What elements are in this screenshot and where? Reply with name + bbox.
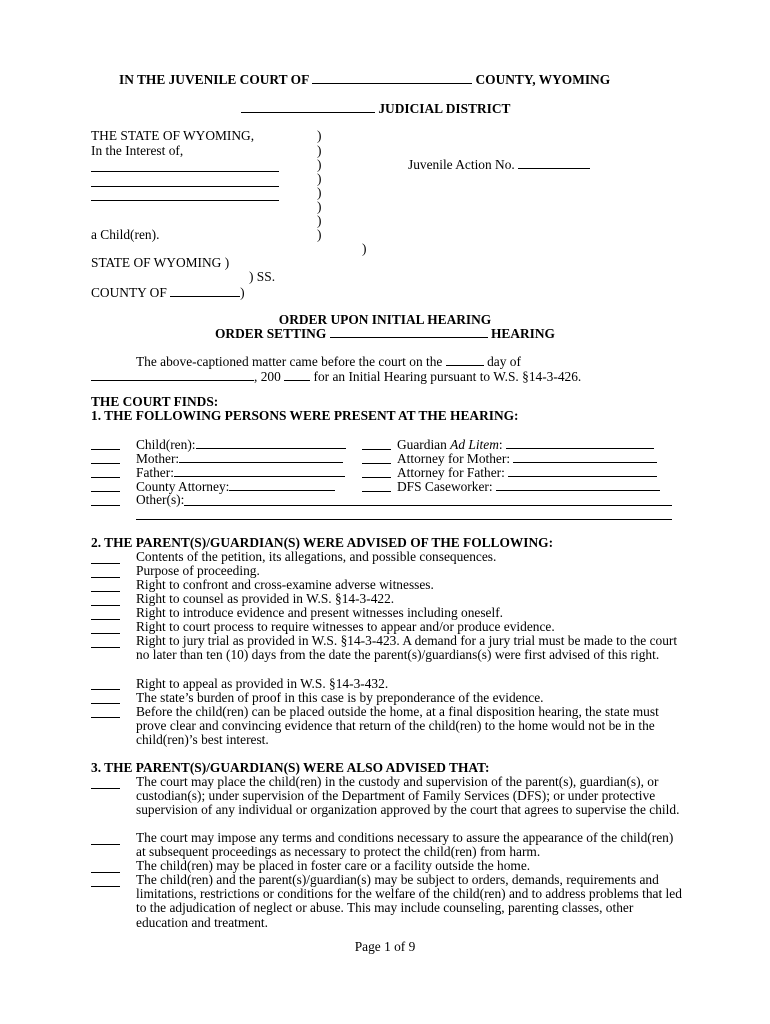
person-label-colon: : <box>498 437 503 452</box>
checkbox-line[interactable] <box>362 491 391 492</box>
intro-text-3: , 200 <box>254 369 281 384</box>
venue-state-label: STATE OF WYOMING <box>91 255 222 270</box>
checkbox-line[interactable] <box>91 633 120 634</box>
checkbox-line[interactable] <box>91 563 120 564</box>
advisement-item: Right to confront and cross-examine adverse witnesses. <box>136 577 434 592</box>
section-2-heading: 2. THE PARENT(S)/GUARDIAN(S) WERE ADVISED OF THE FOLLOWING: <box>91 535 554 550</box>
person-child <box>136 437 346 452</box>
child-name-line-2[interactable] <box>91 186 279 187</box>
district-blank[interactable] <box>241 101 375 113</box>
checkbox-line[interactable] <box>91 647 120 648</box>
advisement-item: The court may impose any terms and conditions necessary to assure the appearance of the child(ren) at subsequent proceedings as necessary to protect the child(ren) from harm. <box>136 830 674 860</box>
person-name-blank[interactable] <box>179 451 343 463</box>
advisement-item: Purpose of proceeding. <box>136 563 260 578</box>
juvenile-action-blank[interactable] <box>518 157 590 169</box>
county-name-blank[interactable] <box>312 72 472 84</box>
person-name-blank[interactable] <box>174 465 345 477</box>
child-name-line-1[interactable] <box>91 171 279 172</box>
hearing-type-blank[interactable] <box>330 326 488 338</box>
hearing-label: HEARING <box>490 326 555 341</box>
day-blank[interactable] <box>446 354 484 366</box>
person-label: County Attorney: <box>136 479 230 494</box>
venue-ss: ) SS. <box>249 269 276 284</box>
person-label: Father: <box>136 465 174 480</box>
court-finds-heading: THE COURT FINDS: <box>91 394 219 409</box>
caption-child: a Child(ren). <box>91 227 160 242</box>
order-title: ORDER UPON INITIAL HEARING <box>278 312 492 327</box>
juvenile-action-label: Juvenile Action No. <box>408 157 515 172</box>
checkbox-line[interactable] <box>91 886 120 887</box>
checkbox-line[interactable] <box>91 577 120 578</box>
advisement-item: The court may place the child(ren) in the custody and supervision of the parent(s), guardian(s), or custodian(s); under supervision of the Department of Family Services (DFS); or under protective supervision of any individual or organization approved by the court that agrees to supervise the child. <box>136 774 680 818</box>
paren: ) <box>317 171 322 186</box>
checkbox-line[interactable] <box>91 689 120 690</box>
intro-line-2 <box>91 369 581 384</box>
checkbox-line[interactable] <box>91 872 120 873</box>
checkbox-line[interactable] <box>91 477 120 478</box>
others-line-2[interactable] <box>136 519 672 520</box>
paren: ) <box>317 213 322 228</box>
checkbox-line[interactable] <box>91 449 120 450</box>
person-label: Attorney for Father: <box>397 465 505 480</box>
checkbox-line[interactable] <box>91 605 120 606</box>
venue-county-label: COUNTY OF <box>91 285 167 300</box>
person-label-italic: Ad Litem <box>450 437 499 452</box>
court-header-left: IN THE JUVENILE COURT OF <box>119 72 309 87</box>
person-name-blank[interactable] <box>196 437 346 449</box>
intro-text-2: day of <box>487 354 521 369</box>
advisement-item: Contents of the petition, its allegations, and possible consequences. <box>136 549 497 564</box>
checkbox-line[interactable] <box>91 619 120 620</box>
person-label: Mother: <box>136 451 180 466</box>
person-label: DFS Caseworker: <box>397 479 493 494</box>
paren: ) <box>317 227 322 242</box>
checkbox-line[interactable] <box>362 449 391 450</box>
paren: ) <box>240 285 245 300</box>
checkbox-line[interactable] <box>91 491 120 492</box>
person-name-blank[interactable] <box>229 479 335 491</box>
intro-line-1 <box>136 354 521 369</box>
person-dfs-caseworker <box>397 479 660 494</box>
advisement-item: Right to appeal as provided in W.S. §14-3-432. <box>136 676 389 691</box>
checkbox-line[interactable] <box>91 591 120 592</box>
checkbox-line[interactable] <box>91 505 120 506</box>
advisement-item: Right to jury trial as provided in W.S. §14-3-423. A demand for a jury trial must be made to the court no later than ten (10) days from the date the parent(s)/guardians(s) were first advised of this right. <box>136 633 678 663</box>
paren: ) <box>362 241 367 256</box>
paren: ) <box>317 143 322 158</box>
venue-county-blank[interactable] <box>170 285 240 297</box>
person-attorney-father <box>397 465 657 480</box>
others-line-1[interactable] <box>184 505 672 506</box>
court-header-right: COUNTY, WYOMING <box>475 72 611 87</box>
paren: ) <box>317 199 322 214</box>
person-others: Other(s): <box>136 492 185 507</box>
advisement-item: Right to counsel as provided in W.S. §14-3-422. <box>136 591 395 606</box>
year-blank[interactable] <box>284 369 310 381</box>
advisement-item: The child(ren) may be placed in foster care or a facility outside the home. <box>136 858 531 873</box>
person-mother <box>136 451 343 466</box>
advisement-item: Right to introduce evidence and present witnesses including oneself. <box>136 605 504 620</box>
paren: ) <box>317 128 322 143</box>
caption-interest: In the Interest of, <box>91 143 184 158</box>
checkbox-line[interactable] <box>91 463 120 464</box>
district-label: JUDICIAL DISTRICT <box>378 101 511 116</box>
checkbox-line[interactable] <box>91 703 120 704</box>
person-name-blank[interactable] <box>513 451 657 463</box>
advisement-item: The child(ren) and the parent(s)/guardian(s) may be subject to orders, demands, requirements and limitations, restrictions or conditions for the welfare of the child(ren) and to address problems that led to the adjudication of neglect or abuse. This may include counseling, parenting classes, other education and treatment. <box>136 872 682 930</box>
checkbox-line[interactable] <box>91 717 120 718</box>
paren: ) <box>317 157 322 172</box>
person-name-blank[interactable] <box>506 437 654 449</box>
person-label: Attorney for Mother: <box>397 451 511 466</box>
paren: ) <box>317 185 322 200</box>
checkbox-line[interactable] <box>362 477 391 478</box>
district-header <box>241 101 510 116</box>
page-number: Page 1 of 9 <box>354 939 416 954</box>
checkbox-line[interactable] <box>91 788 120 789</box>
advisement-item: Right to court process to require witnesses to appear and/or produce evidence. <box>136 619 555 634</box>
intro-text-1: The above-captioned matter came before the court on the <box>136 354 443 369</box>
checkbox-line[interactable] <box>91 844 120 845</box>
advisement-item: The state’s burden of proof in this case is by preponderance of the evidence. <box>136 690 544 705</box>
juvenile-action-number <box>408 157 590 172</box>
paren: ) <box>224 255 230 270</box>
section-3-heading: 3. THE PARENT(S)/GUARDIAN(S) WERE ALSO ADVISED THAT: <box>91 760 490 775</box>
person-label: Guardian <box>397 437 451 452</box>
advisement-item: Before the child(ren) can be placed outside the home, at a final disposition hearing, the state must prove clear and convincing evidence that return of the child(ren) to the home would not be in the child(ren)’s best interest. <box>136 704 659 748</box>
person-name-blank[interactable] <box>508 465 657 477</box>
person-father <box>136 465 345 480</box>
child-name-line-3[interactable] <box>91 200 279 201</box>
court-header <box>119 72 610 87</box>
caption-state: THE STATE OF WYOMING, <box>91 128 255 143</box>
order-setting-label: ORDER SETTING <box>215 326 327 341</box>
order-setting-line <box>0 326 770 341</box>
venue-county <box>91 285 245 300</box>
venue-state <box>91 256 229 270</box>
person-name-blank[interactable] <box>496 479 660 491</box>
person-label: Child(ren): <box>136 437 196 452</box>
month-blank[interactable] <box>91 369 254 381</box>
section-1-heading: 1. THE FOLLOWING PERSONS WERE PRESENT AT THE HEARING: <box>91 408 519 423</box>
intro-text-4: for an Initial Hearing pursuant to W.S. §14-3-426. <box>313 369 582 384</box>
checkbox-line[interactable] <box>362 463 391 464</box>
person-guardian-ad-litem <box>397 437 654 452</box>
person-attorney-mother <box>397 451 657 466</box>
